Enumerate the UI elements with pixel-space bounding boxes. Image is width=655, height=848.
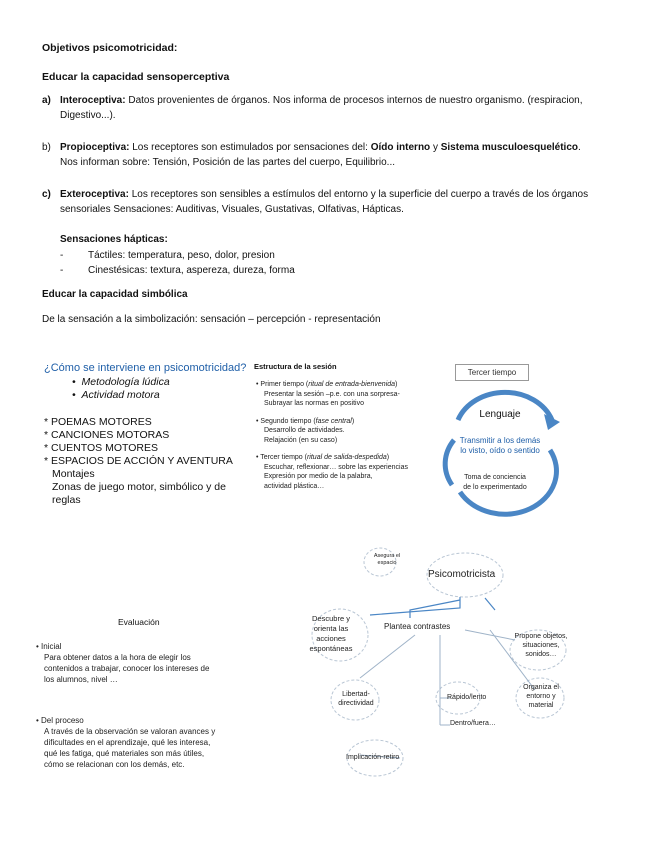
evaluation-process-title: Del proceso [41, 716, 84, 725]
node-contrastes: Plantea contrastes [384, 622, 451, 631]
structure-item-1: • Primer tiempo (ritual de entrada-bienvenida) Presentar la sesión –p.e. con una sorpresa- Subrayar las normas en positivo [256, 381, 400, 407]
resources-extra [52, 468, 226, 507]
document-title: Objetivos psicomotricidad: [42, 42, 178, 54]
list-item: Montajes [52, 468, 95, 480]
list-item: reglas [52, 494, 81, 506]
item-text-mid: y [430, 142, 441, 153]
resources-list [44, 416, 233, 468]
structure-item-2: • Segundo tiempo (fase central) Desarrollo de actividades. Relajación (en su caso) [256, 417, 355, 444]
node-dentro: Dentro/fuera… [450, 720, 496, 727]
item-term: Interoceptiva: [60, 95, 126, 106]
methods-list: • Metodología lúdica • Actividad motora [72, 376, 170, 401]
list-item-propioceptiva [42, 140, 612, 170]
item-term: Exteroceptiva: [60, 189, 129, 200]
list-item: * CUENTOS MOTORES [44, 442, 158, 454]
third-time-box: Tercer tiempo [455, 364, 529, 381]
list-item: Cinestésicas: textura, aspereza, dureza, forma [88, 265, 295, 276]
item-bold-sistema: Sistema musculoesquelético [440, 142, 579, 153]
item-text-line2: Digestivo...). [60, 110, 116, 121]
node-implicacion: Implicación-retiro [346, 754, 400, 761]
item-text: Los receptores son estimulados por sensaciones del: [129, 142, 371, 153]
item-marker: b) [42, 142, 51, 153]
list-item: Metodología lúdica [81, 376, 170, 388]
cycle-transmit: Transmitir a los demás lo visto, oído o sentido [459, 436, 541, 455]
evaluation-initial: • Inicial Para obtener datos a la hora de elegir los contenidos a trabajar, conocer los intereses de los alumnos, nivel … [36, 642, 210, 684]
item-text-line2: sensoriales Sensaciones: Auditivas, Visuales, Gustativas, Olfativas, Hápticas. [60, 204, 404, 215]
list-item-interoceptiva [42, 93, 612, 123]
node-propone: Propone objetos, situaciones, sonidos… [514, 633, 568, 658]
item-marker: a) [42, 95, 51, 106]
item-text-line2: Nos informan sobre: Tensión, Posición de las partes del cuerpo, Equilibrio... [60, 157, 395, 168]
structure-list [256, 380, 456, 491]
section-heading-sensoperceptiva: Educar la capacidad sensoperceptiva [42, 71, 230, 83]
section-heading-simbolica: Educar la capacidad simbólica [42, 289, 188, 300]
list-item: * POEMAS MOTORES [44, 416, 152, 428]
node-psicomotricista: Psicomotricista [428, 569, 496, 580]
list-item: * CANCIONES MOTORAS [44, 429, 170, 441]
item-text-end: . [578, 142, 581, 153]
symbolic-text: De la sensación a la simbolización: sensación – percepción - representación [42, 314, 381, 325]
node-asegura: Asegura el espacio [373, 553, 401, 566]
structure-title: Estructura de la sesión [254, 362, 337, 371]
list-item: Actividad motora [81, 389, 160, 401]
cycle-awareness: Toma de conciencia de lo experimentado [463, 474, 527, 491]
intervention-question: ¿Cómo se interviene en psicomotricidad? [44, 362, 247, 374]
item-bold-oido: Oído interno [370, 142, 431, 153]
evaluation-title: Evaluación [118, 617, 160, 627]
node-descubre: Descubre y orienta las acciones espontáneas [309, 614, 353, 653]
list-item: * ESPACIOS DE ACCIÓN Y AVENTURA [44, 455, 233, 467]
haptic-list: - Táctiles: temperatura, peso, dolor, presion - Cinestésicas: textura, aspereza, dureza, forma [60, 250, 295, 276]
node-rapido: Rápido/lento [447, 694, 487, 701]
item-marker: c) [42, 189, 51, 200]
structure-item-3: • Tercer tiempo (ritual de salida-despedida) Escuchar, reflexionar… sobre las experiencias Expresión por medio de la palabra, actividad plástica… [256, 454, 408, 490]
cycle-language: Lenguaje [479, 409, 521, 420]
list-item: Zonas de juego motor, simbólico y de [52, 481, 226, 493]
list-item: Táctiles: temperatura, peso, dolor, presion [88, 250, 275, 261]
haptic-title: Sensaciones hápticas: [60, 234, 168, 245]
item-text: Los receptores son sensibles a estímulos del entorno y la superficie del cuerpo a través de los órganos [128, 189, 589, 200]
item-term: Propioceptiva: [60, 142, 130, 153]
item-text: Datos provenientes de órganos. Nos informa de procesos internos de nuestro organismo. (respiracion, [125, 95, 583, 106]
node-libertad: Libertad- directividad [338, 691, 374, 707]
evaluation-process: • Del proceso A través de la observación se valoran avances y dificultades en el aprendizaje, qué les interesa, qué les fatiga, qué materiales son más útiles, cómo se relacionan con los demás, etc. [36, 716, 216, 769]
list-item-exteroceptiva [42, 187, 612, 217]
node-organiza: Organiza el entorno y material [523, 684, 559, 709]
evaluation-initial-title: Inicial [41, 642, 62, 651]
